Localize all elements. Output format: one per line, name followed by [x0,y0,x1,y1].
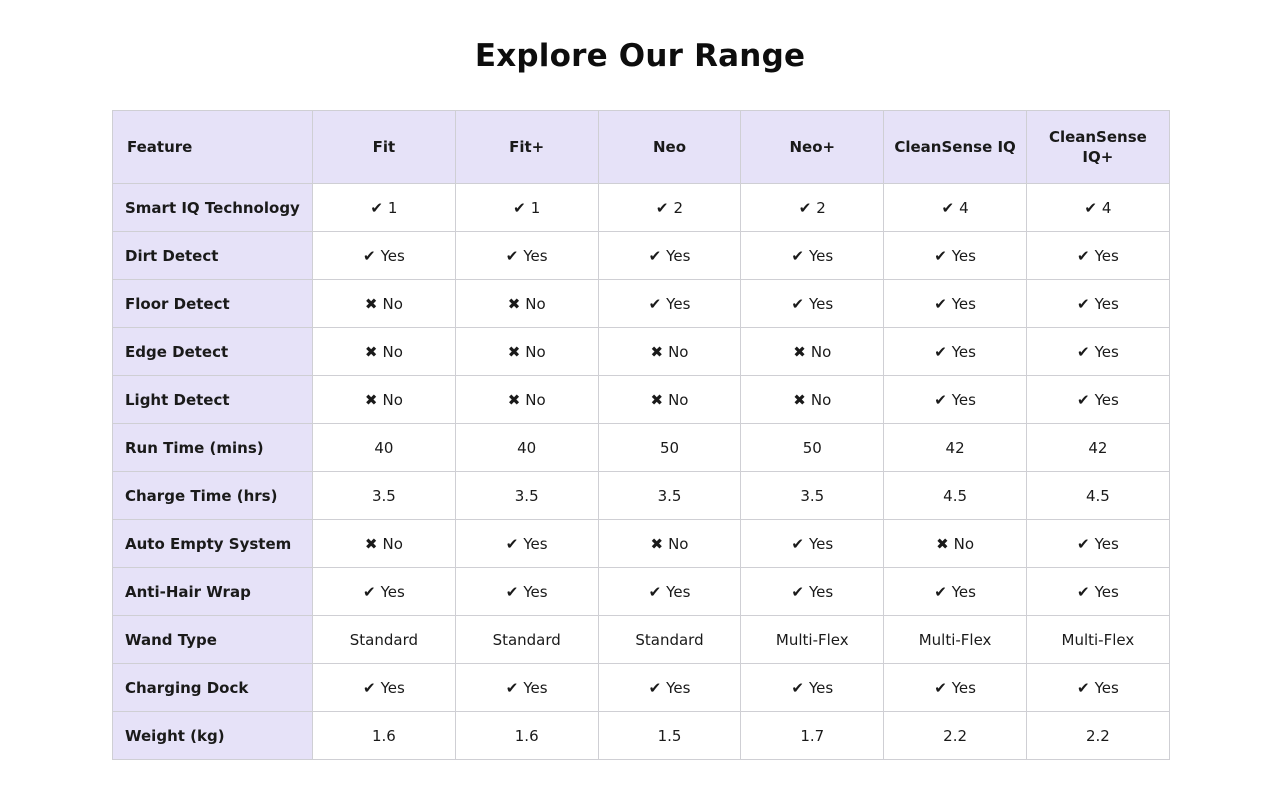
check-icon: ✔ [934,582,947,601]
cross-icon: ✖ [364,390,378,409]
table-cell [884,472,1027,520]
table-cell [741,520,884,568]
check-icon: ✔ [505,582,519,601]
table-cell [313,664,456,712]
check-icon: ✔ [655,198,669,217]
table-cell [884,232,1027,280]
table-cell [741,616,884,664]
check-icon: ✔ [648,678,662,697]
table-cell [455,328,598,376]
cell-value: No [382,342,403,361]
cell-value: 1.5 [657,726,682,745]
check-icon: ✔ [1076,390,1090,409]
check-icon: ✔ [505,678,519,697]
cell-value: No [525,390,546,409]
cross-icon: ✖ [793,342,806,361]
table-cell [598,472,741,520]
check-icon: ✔ [1076,678,1090,697]
cell-value: Yes [951,582,976,601]
cell-value: No [668,534,689,553]
table-cell [313,280,456,328]
cell-value: 4 [959,198,969,217]
cell-value: 50 [802,438,822,457]
table-cell [598,184,741,232]
cell-value: Yes [1094,294,1119,313]
check-icon: ✔ [1076,294,1090,313]
cell-value: 4 [1101,198,1112,217]
table-cell [884,616,1027,664]
table-cell [598,280,741,328]
cell-value: 1 [387,198,398,217]
cross-icon: ✖ [364,342,378,361]
table-cell [455,616,598,664]
table-cell [884,568,1027,616]
table-cell [313,424,456,472]
table-row [113,616,1170,664]
check-icon: ✔ [934,294,947,313]
cell-value: Yes [808,534,834,553]
check-icon: ✔ [1076,582,1090,601]
cell-value: Standard [492,630,561,649]
check-icon: ✔ [798,198,812,217]
table-row [113,664,1170,712]
check-icon: ✔ [1076,342,1090,361]
check-icon: ✔ [1076,534,1090,553]
table-cell [455,520,598,568]
table-cell [884,280,1027,328]
cell-value: Yes [1094,246,1119,265]
table-cell [455,376,598,424]
table-cell [741,712,884,760]
cell-value: Yes [666,582,691,601]
cell-value: 2 [816,198,826,217]
cross-icon: ✖ [650,534,664,553]
cell-value: Yes [523,534,548,553]
cross-icon: ✖ [364,534,378,553]
feature-label: Charging Dock [113,664,313,712]
cross-icon: ✖ [793,390,806,409]
table-header-row [113,111,1170,184]
cell-value: Yes [380,246,405,265]
column-header-fit-plus: Fit+ [455,111,598,184]
table-cell [1026,328,1169,376]
table-cell [598,664,741,712]
table-cell [1026,664,1169,712]
table-cell [598,376,741,424]
check-icon: ✔ [791,534,804,553]
cell-value: No [382,390,403,409]
cell-value: 3.5 [514,486,539,505]
cell-value: No [810,390,832,409]
cell-value: Yes [523,246,548,265]
table-row [113,568,1170,616]
table-cell [884,328,1027,376]
table-cell [313,520,456,568]
table-cell [741,376,884,424]
column-header-cleansense-iq: CleanSense IQ [884,111,1027,184]
feature-label: Light Detect [113,376,313,424]
table-cell [313,712,456,760]
cell-value: 1.6 [371,726,396,745]
table-cell [1026,280,1169,328]
cell-value: No [525,342,546,361]
table-cell [598,424,741,472]
table-cell [741,184,884,232]
table-cell [741,472,884,520]
cell-value: No [668,390,689,409]
check-icon: ✔ [934,390,947,409]
table-row [113,472,1170,520]
table-row [113,376,1170,424]
feature-label: Weight (kg) [113,712,313,760]
table-cell [455,472,598,520]
cell-value: Yes [666,678,691,697]
cell-value: Yes [666,246,691,265]
table-cell [884,184,1027,232]
cell-value: 50 [659,438,680,457]
table-row [113,712,1170,760]
cell-value: Standard [635,630,704,649]
comparison-table [112,110,1170,760]
column-header-cleansense-iq-plus: CleanSense IQ+ [1026,111,1169,184]
page-title: Explore Our Range [474,38,806,74]
cell-value: 42 [1088,438,1108,457]
column-header-neo: Neo [598,111,741,184]
cross-icon: ✖ [936,534,949,553]
table-cell [455,184,598,232]
cell-value: 40 [374,438,394,457]
cell-value: Yes [808,678,834,697]
cell-value: Yes [380,582,405,601]
check-icon: ✔ [648,246,662,265]
table-cell [1026,184,1169,232]
cell-value: Yes [808,246,834,265]
cell-value: 4.5 [1085,486,1110,505]
table-row [113,328,1170,376]
cell-value: Yes [951,390,976,409]
table-cell [884,424,1027,472]
table-cell [884,664,1027,712]
table-row [113,232,1170,280]
cell-value: Multi-Flex [918,630,992,649]
table-cell [884,520,1027,568]
cell-value: Yes [1094,390,1119,409]
table-cell [455,712,598,760]
check-icon: ✔ [791,294,804,313]
table-cell [313,472,456,520]
cell-value: Yes [523,678,548,697]
check-icon: ✔ [513,198,526,217]
cell-value: 2.2 [1085,726,1110,745]
table-cell [455,280,598,328]
cell-value: Yes [666,294,691,313]
cell-value: Yes [1094,534,1119,553]
cell-value: 2.2 [943,726,968,745]
cell-value: 42 [945,438,965,457]
table-cell [598,328,741,376]
table-cell [741,328,884,376]
cell-value: No [668,342,689,361]
cross-icon: ✖ [650,342,664,361]
table-row [113,280,1170,328]
table-row [113,424,1170,472]
table-cell [884,376,1027,424]
check-icon: ✔ [934,342,947,361]
feature-label: Floor Detect [113,280,313,328]
check-icon: ✔ [1076,246,1090,265]
cell-value: 3.5 [371,486,396,505]
table-cell [598,568,741,616]
cell-value: Yes [808,582,834,601]
cell-value: No [525,294,546,313]
feature-label: Auto Empty System [113,520,313,568]
table-cell [1026,616,1169,664]
feature-label: Run Time (mins) [113,424,313,472]
cross-icon: ✖ [507,294,521,313]
cell-value: Yes [951,678,976,697]
table-row [113,520,1170,568]
cell-value: 3.5 [800,486,825,505]
table-cell [313,232,456,280]
table-cell [598,616,741,664]
feature-label: Anti-Hair Wrap [113,568,313,616]
table-row [113,184,1170,232]
cell-value: Standard [349,630,419,649]
check-icon: ✔ [648,582,662,601]
cell-value: Yes [808,294,834,313]
table-cell [598,520,741,568]
table-cell [313,184,456,232]
table-cell [455,424,598,472]
table-cell [1026,712,1169,760]
feature-label: Smart IQ Technology [113,184,313,232]
table-cell [884,712,1027,760]
feature-label: Wand Type [113,616,313,664]
table-cell [741,664,884,712]
table-cell [1026,568,1169,616]
table-cell [741,568,884,616]
cell-value: Yes [951,342,976,361]
table-cell [741,280,884,328]
table-cell [741,232,884,280]
cell-value: Yes [1094,678,1119,697]
cell-value: No [382,294,403,313]
cell-value: 40 [517,438,537,457]
table-cell [313,616,456,664]
check-icon: ✔ [363,246,376,265]
cell-value: Yes [523,582,548,601]
table-cell [1026,232,1169,280]
check-icon: ✔ [648,294,662,313]
cell-value: No [810,342,832,361]
cell-value: 1 [530,198,541,217]
check-icon: ✔ [505,534,519,553]
cell-value: Multi-Flex [1061,630,1135,649]
table-cell [598,712,741,760]
table-cell [455,568,598,616]
table-cell [1026,520,1169,568]
column-header-fit: Fit [313,111,456,184]
check-icon: ✔ [934,246,947,265]
cell-value: No [953,534,975,553]
check-icon: ✔ [363,582,376,601]
table-cell [313,568,456,616]
cell-value: 3.5 [657,486,682,505]
column-header-feature: Feature [113,111,313,184]
table-cell [598,232,741,280]
check-icon: ✔ [505,246,519,265]
feature-label: Charge Time (hrs) [113,472,313,520]
cross-icon: ✖ [650,390,664,409]
cross-icon: ✖ [507,390,521,409]
cross-icon: ✖ [507,342,521,361]
cell-value: 1.7 [800,726,825,745]
check-icon: ✔ [941,198,955,217]
table-cell [741,424,884,472]
table-cell [313,328,456,376]
cell-value: Multi-Flex [775,630,849,649]
table-cell [313,376,456,424]
table-cell [1026,424,1169,472]
table-cell [1026,472,1169,520]
cell-value: Yes [951,246,976,265]
check-icon: ✔ [791,582,804,601]
table-body [113,184,1170,760]
cell-value: 2 [673,198,684,217]
check-icon: ✔ [934,678,947,697]
cell-value: Yes [380,678,405,697]
table-cell [455,664,598,712]
feature-label: Dirt Detect [113,232,313,280]
check-icon: ✔ [791,678,804,697]
cell-value: Yes [951,294,976,313]
column-header-neo-plus: Neo+ [741,111,884,184]
check-icon: ✔ [363,678,376,697]
cell-value: Yes [1094,342,1119,361]
feature-label: Edge Detect [113,328,313,376]
cell-value: 4.5 [943,486,968,505]
table-cell [455,232,598,280]
cross-icon: ✖ [364,294,378,313]
check-icon: ✔ [791,246,804,265]
check-icon: ✔ [1084,198,1097,217]
check-icon: ✔ [370,198,383,217]
table-cell [1026,376,1169,424]
cell-value: No [382,534,403,553]
cell-value: 1.6 [514,726,539,745]
cell-value: Yes [1094,582,1119,601]
